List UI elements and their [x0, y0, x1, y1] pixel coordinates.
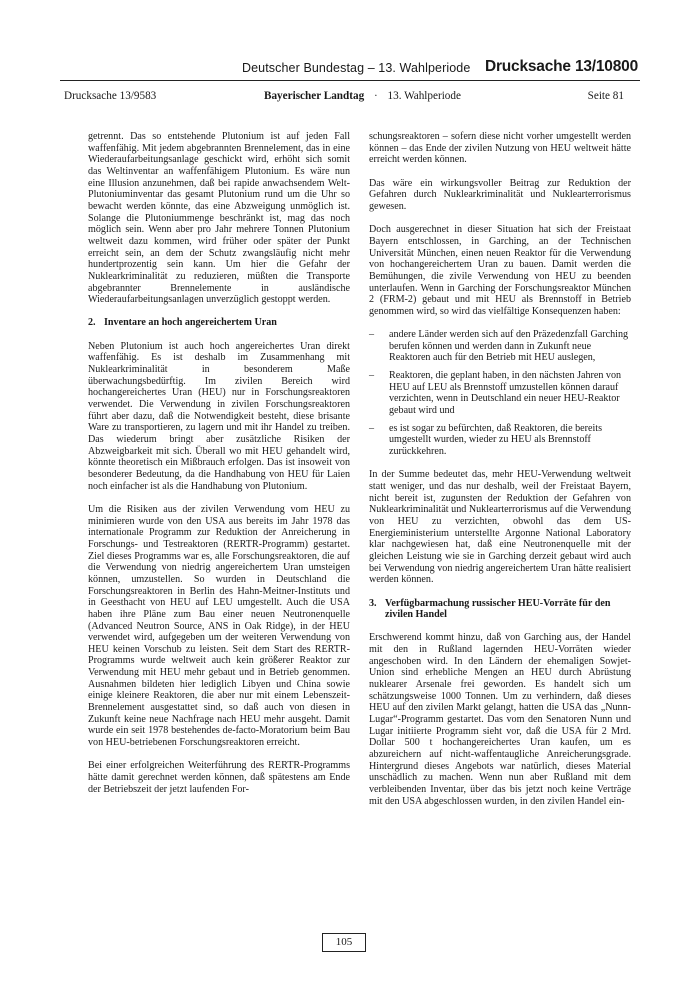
bullet-dash: – [369, 370, 375, 382]
paragraph: Um die Risiken aus der zivilen Verwendung vom HEU zu minimieren wurde von den USA aus bereits im Jahr 1978 das internationale Programm zur Reduktion der Anreicherung in Forschungs- und Testreaktoren (RERTR-Programm) gestartet. Ziel dieses Programms war es, alle Forschungsreaktoren, die auf die Verwendung von niedrig angereichertem Uran umsteigen können, umzustellen. So wurden in Deutschland die Forschungsreaktoren in Berlin des Hahn-Meitner-Instituts und in Geesthacht von HEU auf LEU umgestellt. Auch die USA haben ihre Pläne zum Bau einer neuen Neutronenquelle (Advanced Neutron Source, ANS in Oak Ridge), in der HEU verwendet wird, aufgegeben um der weiteren Verwendung von HEU keinen Vorschub zu leisten. Seit dem Start des RERTR-Programms wurde weltweit auch kein größerer Reaktor zur Verwendung mit HEU mehr gebaut und in Betrieb genommen. Ausnahmen bildeten hier lediglich Libyen und China sowie einige kleinere Reaktoren, die aber nur mit einem Lebenszeit-Brennelement ausgestattet sind, so daß auch von diesen in Zukunft keine neue Nachfrage nach HEU mehr ausgeht. Damit wurde ein seit 1978 bestehendes de-facto-Moratorium beim Bau von HEU-betriebenen Forschungsreaktoren erreicht. [88, 503, 350, 749]
list-item [369, 329, 631, 364]
section-heading [369, 598, 631, 621]
paragraph: Das wäre ein wirkungsvoller Beitrag zur Reduktion der Gefahren durch Nuklearkriminalität und Nuklearterrorismus gewesen. [369, 177, 631, 212]
list-item [369, 370, 631, 417]
section-heading [88, 317, 350, 329]
section-number: 2. [88, 317, 96, 329]
document-number: Drucksache 13/10800 [484, 58, 638, 75]
list-item-text: es ist sogar zu befürchten, daß Reaktoren, die bereits umgestellt wurden, wieder zu HEU als Brennstoff zurückkehren. [389, 422, 603, 458]
list-item-text: Reaktoren, die geplant haben, in den nächsten Jahren von HEU auf LEU als Brennstoff umzustellen können darauf verzichten, wenn in Deutschland ein neuer HEU-Reaktor gebaut wird und [389, 370, 622, 417]
left-column [88, 131, 350, 807]
list-item [369, 423, 631, 458]
paragraph: Bei einer erfolgreichen Weiterführung des RERTR-Programms hätte damit gerechnet werden können, daß spätestens am Ende der Betriebszeit der jetzt laufenden For- [88, 760, 350, 795]
page-number: 105 [322, 933, 366, 952]
section-number: 3. [369, 597, 377, 609]
list-item-text: andere Länder werden sich auf den Präzedenzfall Garching berufen können und werden dann in Zukunft neue Reaktoren auch für den Betrieb mit HEU auslegen, [389, 329, 629, 364]
paragraph: In der Summe bedeutet das, mehr HEU-Verwendung weltweit statt weniger, und das nur deshalb, weil der Freistaat Bayern, nicht bereit ist, zugunsten der Reduktion der Gefahren von Nuklearkriminalität und Nuklearterrorismus auf die Verwendung von HEU zu verzichten, obwohl das dem US-Energieministerium unterstellte Argonne National Laboratory klar nachgewiesen hat, daß eine Neutronenquelle mit der gleichen Leistung wie sie in Garching derzeit gebaut wird auch bei Verwendung von niedrig angereichertem Uran hätte realisiert werden können. [369, 469, 631, 586]
landtag-name: Bayerischer Landtag [264, 90, 365, 102]
header-separator: · [373, 90, 378, 102]
consequence-list [369, 329, 631, 458]
landtag-page: Seite 81 [587, 90, 624, 102]
bullet-dash: – [369, 329, 375, 341]
right-column [369, 131, 631, 819]
landtag-title [264, 90, 461, 102]
section-title: Inventare an hoch angereichertem Uran [104, 317, 277, 329]
paragraph: Erschwerend kommt hinzu, daß von Garching aus, der Handel mit den in Rußland lagernden HEU-Vorräten wieder angeschoben wird. In den Ländern der ehemaligen Sowjet-Union sind erhebliche Mengen an HEU durch Abrüstung nuklearer Arsenale frei geworden. Es handelt sich um schätzungsweise 1000 Tonnen. Um zu verhindern, daß dieses HEU auf den zivilen Markt gelangt, hatten die USA das „Nunn-Lugar“-Programm gestartet. Das vom den Senatoren Nunn und Lugar initiierte Programm sieht vor, daß die USA für 2 Mrd. Dollar 500 t hochangereichertes Uran kaufen, um es abzureichern auf nicht-waffentaugliche Anreicherungsgrade. Hintergrund dieses Angebots war natürlich, dieses Material unschädlich zu machen. Wenn nun aber Rußland mit dem verbleibenden Inventar, über das bis jetzt noch keine Verträge mit den USA abgeschlossen wurden, in den zivilen Handel ein- [369, 632, 631, 807]
paragraph: getrennt. Das so entstehende Plutonium ist auf jeden Fall waffenfähig. Mit jedem abgebrannten Brennelement, das in eine Wiederaufarbeitungsanlage geschickt wird, erhöht sich somit das Weltinventar an waffenfähigem Plutonium. Es wäre nun eine Illusion anzunehmen, daß bei rapide anwachsendem Welt-Plutoniuminventar das gesamt Plutonium rund um die Uhr so bewacht werden könnte, das eine Abzweigung unmöglich ist. Solange die Plutoniummenge beschränkt ist, mag das noch möglich sein. Wenn aber pro Jahr mehrere Tonnen Plutonium weltweit dazu kommen, wird früher oder später der Punkt erreicht sein, an dem der Schutz zwangsläufig nicht mehr hundertprozentig sein kann. Um hier die Gefahr der Nuklearkriminalität zu reduzieren, müßten die Transporte abgebrannter Brennelemente in ausländische Wiederaufarbeitungsanlagen unverzüglich gestoppt werden. [88, 131, 350, 306]
landtag-doc-number: Drucksache 13/9583 [64, 90, 157, 102]
paragraph: schungsreaktoren – sofern diese nicht vorher umgestellt werden können – das Ende der zivilen Nutzung von HEU weltweit hätte erreicht werden können. [369, 131, 631, 166]
section-title: Verfügbarmachung russischer HEU-Vorräte für den zivilen Handel [385, 597, 611, 621]
bundestag-period: Deutscher Bundestag – 13. Wahlperiode [242, 61, 471, 75]
bundestag-header [60, 58, 640, 81]
paragraph: Doch ausgerechnet in dieser Situation hat sich der Freistaat Bayern entschlossen, in Garching, an der Technischen Universität München, einen neuen Reaktor für die Verwendung von hochangereichertem Uran zu bauen. Damit werden die Bemühungen, die zivile Verwendung von HEU zu beenden unterlaufen. Wenn in Garching der Forschungsreaktor München 2 (FRM-2) gebaut und mit HEU als Brennstoff in Betrieb genommen wird, so wird das vielfältige Konsequenzen haben: [369, 224, 631, 317]
landtag-period: 13. Wahlperiode [387, 90, 461, 102]
bullet-dash: – [369, 422, 375, 434]
paragraph: Neben Plutonium ist auch hoch angereichertes Uran direkt waffenfähig. Es ist deshalb im Zusammenhang mit Nuklearkriminalität in besonderem Maße überwachungsbedürftig. Im zivilen Bereich wird hochangereichertes Uran (HEU) nur in Forschungsreaktoren verwendet. Die Verwendung in zivilen Forschungsreaktoren führt aber dazu, daß die Notwendigkeit besteht, diese brisante Ware zu transportieren, zu lagern und mit ihr Handel zu treiben. Das wiederum bringt aber zusätzliche Risiken der Abzweigbarkeit mit sich. Überall wo mit HEU gehandelt wird, könnte theoretisch ein Mißbrauch erfolgen. Das ist insoweit von besonderer Bedeutung, da die Handhabung von HEU für Laien noch einfacher ist als die Handhabung von Plutonium. [88, 340, 350, 492]
landtag-header [64, 90, 624, 108]
